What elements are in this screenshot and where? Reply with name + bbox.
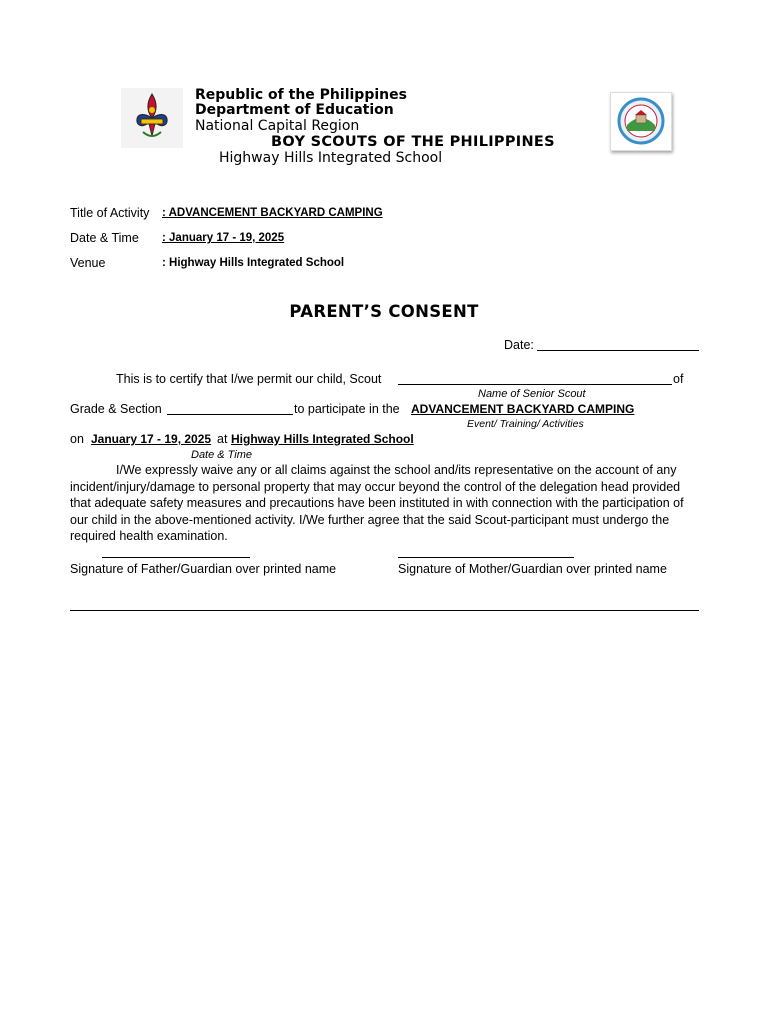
on-date-value: January 17 - 19, 2025 [91,432,212,446]
name-caption: Name of Senior Scout [478,388,586,400]
header-school: Highway Hills Integrated School [219,150,443,166]
at-text: at [217,432,228,446]
header-republic: Republic of the Philippines [195,87,407,103]
bsp-logo [121,88,183,148]
activity-venue-label: Venue [70,256,106,270]
activity-title-label: Title of Activity [70,206,150,220]
separator-line [70,610,699,611]
school-logo [610,92,672,151]
header-deped: Department of Education [195,102,394,118]
of-text: of [673,372,684,386]
mother-signature-line [398,557,574,558]
consent-heading: PARENT’S CONSENT [289,302,479,321]
consent-date-label: Date: [504,338,534,352]
grade-label: Grade & Section [70,402,162,416]
mother-signature-label: Signature of Mother/Guardian over printed name [398,562,667,576]
school-seal-icon [611,93,671,150]
grade-line [167,414,293,415]
waiver-paragraph: I/We expressly waive any or all claims against the school and/its representative on the account of any incident/injury/damage to personal property that may occur beyond the control of the delegation head provided that adequate safety measures and precautions have been instituted in with connection with the participation of our child in the above-mentioned activity. I/We further agree that the said Scout-participant must undergo the required health examination. [70,463,684,543]
father-signature-label: Signature of Father/Guardian over printed name [70,562,337,576]
father-signature-line [102,557,250,558]
participate-text: to participate in the [294,402,400,416]
on-text: on [70,432,84,446]
activity-date-value: : January 17 - 19, 2025 [162,232,285,244]
event-caption: Event/ Training/ Activities [467,418,584,430]
datetime-caption: Date & Time [191,449,253,461]
on-venue-value: Highway Hills Integrated School [231,432,414,446]
activity-title-text: : ADVANCEMENT BACKYARD CAMPING [162,207,383,219]
activity-title-value [162,207,383,219]
consent-date-line [537,350,699,351]
certify-text: This is to certify that I/we permit our child, Scout [116,372,382,386]
scout-name-line [398,384,672,385]
header-bsp: BOY SCOUTS OF THE PHILIPPINES [271,134,555,150]
event-name: ADVANCEMENT BACKYARD CAMPING [411,402,635,416]
header-region: National Capital Region [195,118,360,134]
activity-venue-value: : Highway Hills Integrated School [162,257,345,269]
activity-date-label: Date & Time [70,231,139,245]
fleur-de-lis-icon [121,88,183,148]
